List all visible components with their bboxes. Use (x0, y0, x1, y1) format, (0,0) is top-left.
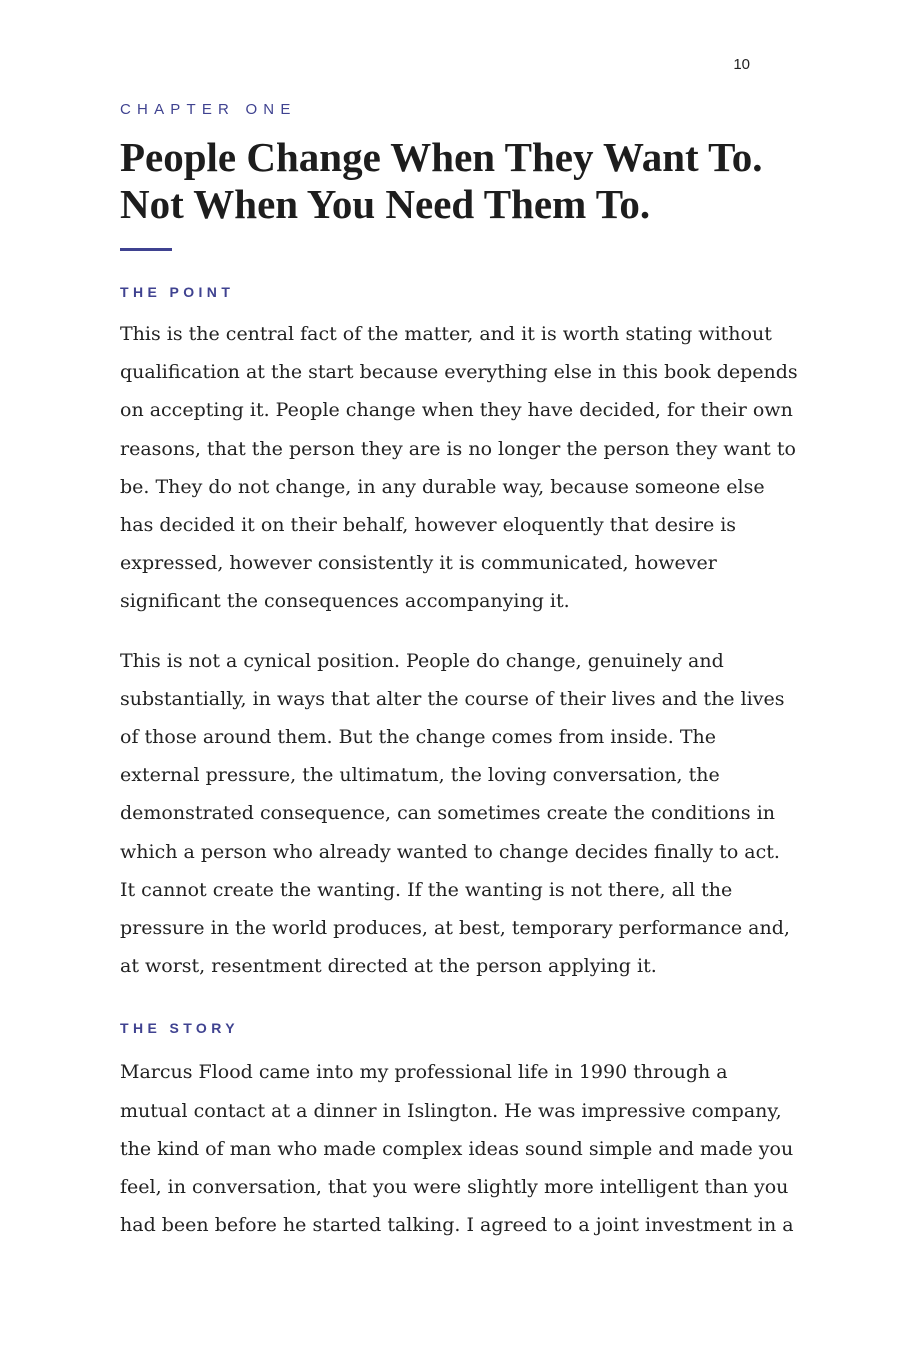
chapter-title (120, 134, 800, 228)
story-paragraph-1: Marcus Flood came into my professional life in 1990 through a mutual contact at a dinner in Islington. He was impressive company, the kind of man who made complex ideas sound simple and made you feel, in conversation, that you were slightly more intelligent than you had been before he started talking. I agreed to a joint investment in a (120, 1061, 794, 1237)
chapter-title-line-2: Not When You Need Them To. (120, 181, 651, 227)
chapter-label: CHAPTER ONE (120, 101, 297, 118)
point-paragraph-1: This is the central fact of the matter, and it is worth stating without qualification at the start because everything else in this book depends on accepting it. People change when they have decided, for their own reasons, that the person they are is no longer the person they want to be. They do not change, in any durable way, because someone else has decided it on their behalf, however eloquently that desire is expressed, however consistently it is communicated, however significant the consequences accompanying it. (120, 323, 798, 613)
point-paragraph-2: This is not a cynical position. People do change, genuinely and substantially, in ways that alter the course of their lives and the lives of those around them. But the change comes from inside. The external pressure, the ultimatum, the loving conversation, the demonstrated consequence, can sometimes create the conditions in which a person who already wanted to change decides finally to act. It cannot create the wanting. If the wanting is not there, all the pressure in the world produces, at best, temporary performance and, at worst, resentment directed at the person applying it. (120, 649, 790, 978)
page-content (120, 100, 800, 1244)
section-heading-the-point: THE POINT (120, 284, 235, 300)
page-number: 10 (733, 56, 750, 73)
section-heading-the-story: THE STORY (120, 1020, 239, 1037)
title-divider (120, 248, 172, 251)
chapter-title-line-1: People Change When They Want To. (120, 134, 763, 180)
